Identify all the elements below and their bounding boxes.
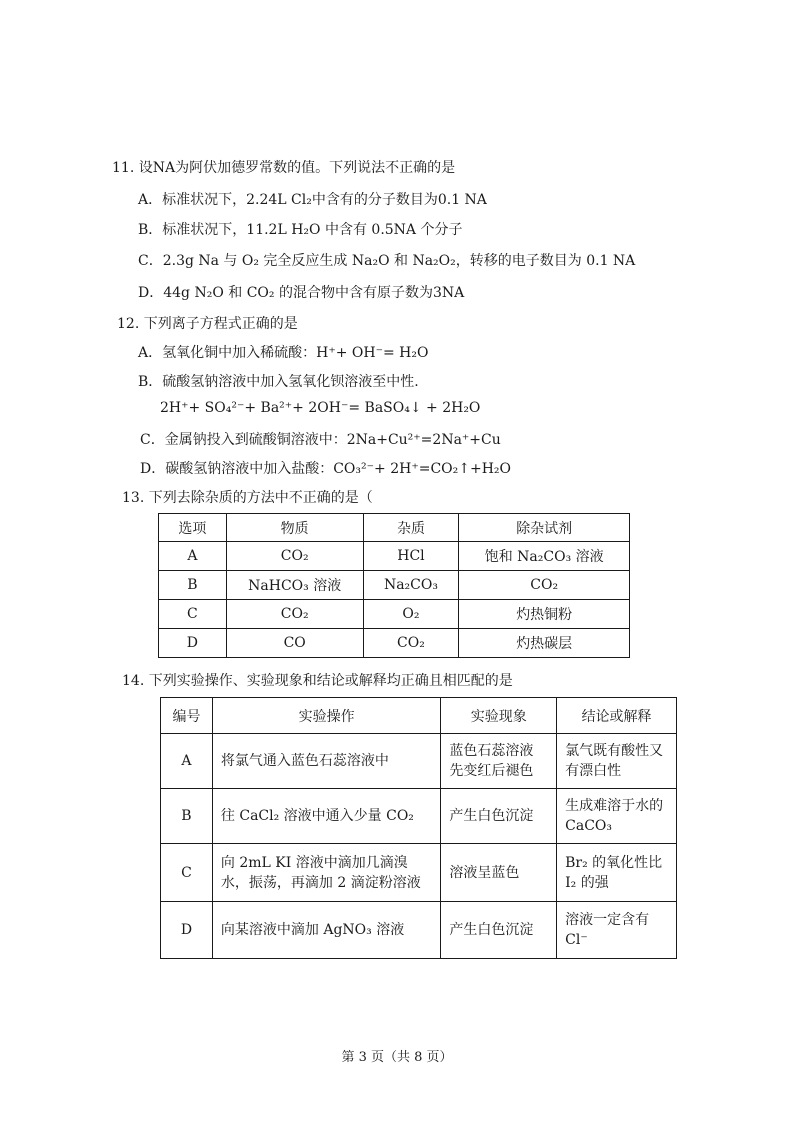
q14-row-b [161,789,677,844]
q13-cell: C [159,600,227,629]
q14-cell: C [161,844,213,902]
q13-table [158,513,630,658]
q14-stem: 14. 下列实验操作、实验现象和结论或解释均正确且相匹配的是 [122,673,513,689]
q13-header-cell: 物质 [226,514,363,542]
q14-cell: A [161,734,213,789]
q11-stem: 11. 设NA为阿伏加德罗常数的值。下列说法不正确的是 [112,160,456,176]
q13-cell: B [159,571,227,600]
q14-cell: 生成难溶于水的 CaCO₃ [557,789,677,844]
q11-option-c: C．2.3g Na 与 O₂ 完全反应生成 Na₂O 和 Na₂O₂，转移的电子数目为 0.1 NA [138,253,636,269]
q14-header-cell: 结论或解释 [557,698,677,734]
q13-cell: 灼热铜粉 [459,600,630,629]
q11-option-a: A．标准状况下，2.24L Cl₂中含有的分子数目为0.1 NA [138,192,487,208]
q13-cell: 饱和 Na₂CO₃ 溶液 [459,542,630,571]
q14-cell: 将氯气通入蓝色石蕊溶液中 [212,734,441,789]
q13-cell: 灼热碳层 [459,629,630,658]
q13-row-d [159,629,630,658]
page-footer: 第 3 页（共 8 页） [341,1050,453,1065]
q14-cell: 向某溶液中滴加 AgNO₃ 溶液 [212,902,441,959]
q12-option-b: B．硫酸氢钠溶液中加入氢氧化钡溶液至中性. [138,374,419,390]
q13-stem: 13. 下列去除杂质的方法中不正确的是（ [122,490,373,506]
q13-cell: D [159,629,227,658]
q13-cell: CO₂ [363,629,459,658]
q13-row-b [159,571,630,600]
q14-cell: 溶液一定含有 Cl⁻ [557,902,677,959]
q13-cell: NaHCO₃ 溶液 [226,571,363,600]
q14-header-row [161,698,677,734]
q14-row-c [161,844,677,902]
q13-header-row [159,514,630,542]
q12-option-c: C．金属钠投入到硫酸铜溶液中：2Na+Cu²⁺=2Na⁺+Cu [140,432,501,448]
q14-header-cell: 实验操作 [212,698,441,734]
q14-cell: 产生白色沉淀 [441,789,557,844]
q14-cell: B [161,789,213,844]
q14-row-d [161,902,677,959]
q14-row-a [161,734,677,789]
q14-header-cell: 实验现象 [441,698,557,734]
q14-header-cell: 编号 [161,698,213,734]
q13-cell: CO [226,629,363,658]
q14-cell: 向 2mL KI 溶液中滴加几滴溴 水，振荡，再滴加 2 滴淀粉溶液 [212,844,441,902]
q13-header-cell: 杂质 [363,514,459,542]
q13-row-c [159,600,630,629]
q14-cell: 蓝色石蕊溶液 先变红后褪色 [441,734,557,789]
q12-option-a: A．氢氧化铜中加入稀硫酸：H⁺+ OH⁻= H₂O [138,345,429,361]
q11-option-d: D．44g N₂O 和 CO₂ 的混合物中含有原子数为3NA [138,285,465,301]
q13-cell: CO₂ [226,542,363,571]
q12-stem: 12. 下列离子方程式正确的是 [117,316,298,332]
q13-cell: Na₂CO₃ [363,571,459,600]
q13-row-a [159,542,630,571]
q12-option-b-equation: 2H⁺+ SO₄²⁻+ Ba²⁺+ 2OH⁻= BaSO₄↓ + 2H₂O [160,400,481,416]
q14-table [160,697,677,959]
q13-cell: O₂ [363,600,459,629]
q12-option-d: D．碳酸氢钠溶液中加入盐酸：CO₃²⁻+ 2H⁺=CO₂↑+H₂O [140,461,512,477]
q14-cell: Br₂ 的氧化性比 I₂ 的强 [557,844,677,902]
q13-header-cell: 除杂试剂 [459,514,630,542]
q14-cell: 氯气既有酸性又 有漂白性 [557,734,677,789]
q13-cell: CO₂ [226,600,363,629]
q14-cell: D [161,902,213,959]
q11-option-b: B．标准状况下，11.2L H₂O 中含有 0.5NA 个分子 [138,222,463,238]
q14-cell: 产生白色沉淀 [441,902,557,959]
q13-cell: HCl [363,542,459,571]
q14-cell: 溶液呈蓝色 [441,844,557,902]
q13-cell: A [159,542,227,571]
q13-cell: CO₂ [459,571,630,600]
q13-header-cell: 选项 [159,514,227,542]
q14-cell: 往 CaCl₂ 溶液中通入少量 CO₂ [212,789,441,844]
